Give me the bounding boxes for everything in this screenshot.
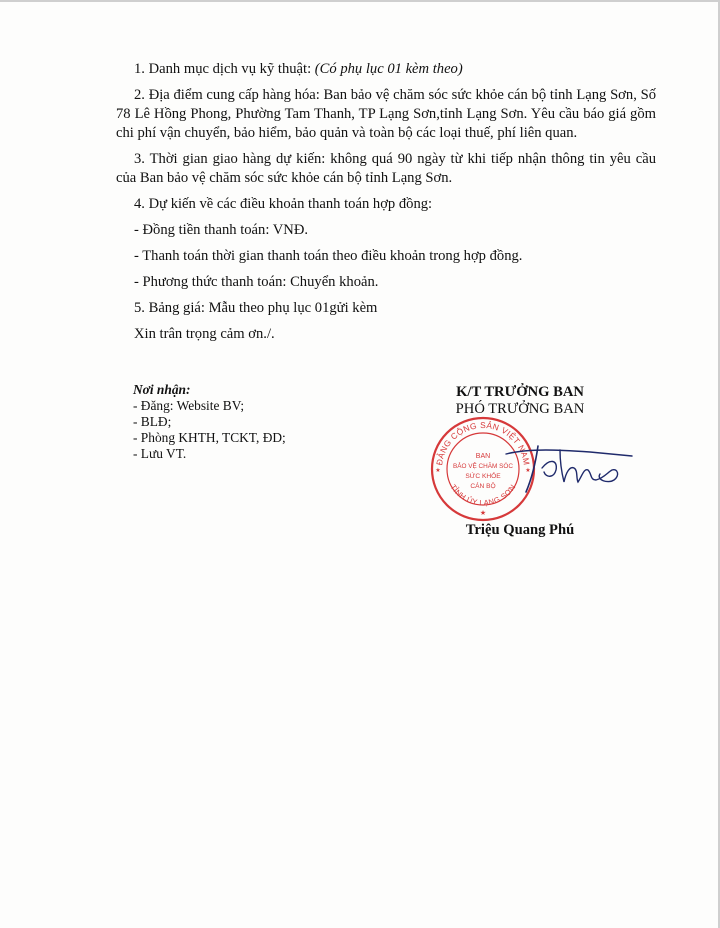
recipients-block (133, 382, 286, 462)
stamp-center-line: BẢO VỆ CHĂM SÓC (452, 463, 514, 470)
document-body (116, 60, 656, 351)
stamp-star-icon: ★ (525, 468, 531, 474)
item-1-note: (Có phụ lục 01 kèm theo) (314, 61, 463, 77)
signature-title: K/T TRƯỞNG BAN (456, 384, 584, 400)
stamp-star-icon: ★ (435, 468, 441, 474)
stamp-bottom-text: TỈNH ỦY LẠNG SƠN (448, 482, 518, 508)
item-2: 2. Địa điểm cung cấp hàng hóa: Ban bảo vệ chăm sóc sức khỏe cán bộ tỉnh Lạng Sơn, Số 78 Lê Hồng Phong, Phường Tam Thanh, TP Lạng Sơn,tỉnh Lạng Sơn. Yêu cầu báo giá gồm chi phí vận chuyển, bảo hiểm, bảo quản và toàn bộ các loại thuế, phí liên quan. (116, 87, 656, 141)
item-3: 3. Thời gian giao hàng dự kiến: không quá 90 ngày từ khi tiếp nhận thông tin yêu cầu của Ban bảo vệ chăm sóc sức khỏe cán bộ tỉnh Lạng Sơn. (116, 151, 656, 186)
item-1 (116, 60, 656, 79)
signature-header (400, 384, 640, 418)
recipient-item: - BLĐ; (133, 414, 172, 429)
signer-name: Triệu Quang Phú (465, 522, 575, 538)
item-4-method: - Phương thức thanh toán: Chuyển khoản. (134, 274, 379, 290)
recipient-item: - Phòng KHTH, TCKT, ĐD; (133, 430, 286, 445)
item-5: 5. Bảng giá: Mẫu theo phụ lục 01gửi kèm (134, 300, 378, 316)
recipient-item: - Đăng: Website BV; (133, 398, 245, 413)
scan-edge-top (0, 0, 720, 2)
stamp-center-line: SỨC KHỎE (465, 473, 501, 480)
closing-line: Xin trân trọng cảm ơn./. (134, 326, 275, 342)
handwritten-signature (500, 438, 640, 498)
item-1-text: 1. Danh mục dịch vụ kỹ thuật: (134, 61, 315, 77)
item-4-currency: - Đồng tiền thanh toán: VNĐ. (134, 222, 309, 238)
signature-position: PHÓ TRƯỞNG BAN (455, 401, 585, 417)
recipients-title: Nơi nhận: (133, 382, 191, 397)
item-4: 4. Dự kiến về các điều khoản thanh toán hợp đồng: (134, 196, 433, 212)
recipient-item: - Lưu VT. (133, 446, 187, 461)
stamp-center-line: BAN (475, 453, 491, 460)
stamp-center-line: CÁN BỘ (470, 483, 496, 490)
item-4-timing: - Thanh toán thời gian thanh toán theo điều khoản trong hợp đồng. (134, 248, 523, 264)
stamp-star-icon: ★ (479, 510, 487, 517)
stamp-outer-text: ĐẢNG CỘNG SẢN VIỆT NAM (434, 419, 532, 466)
